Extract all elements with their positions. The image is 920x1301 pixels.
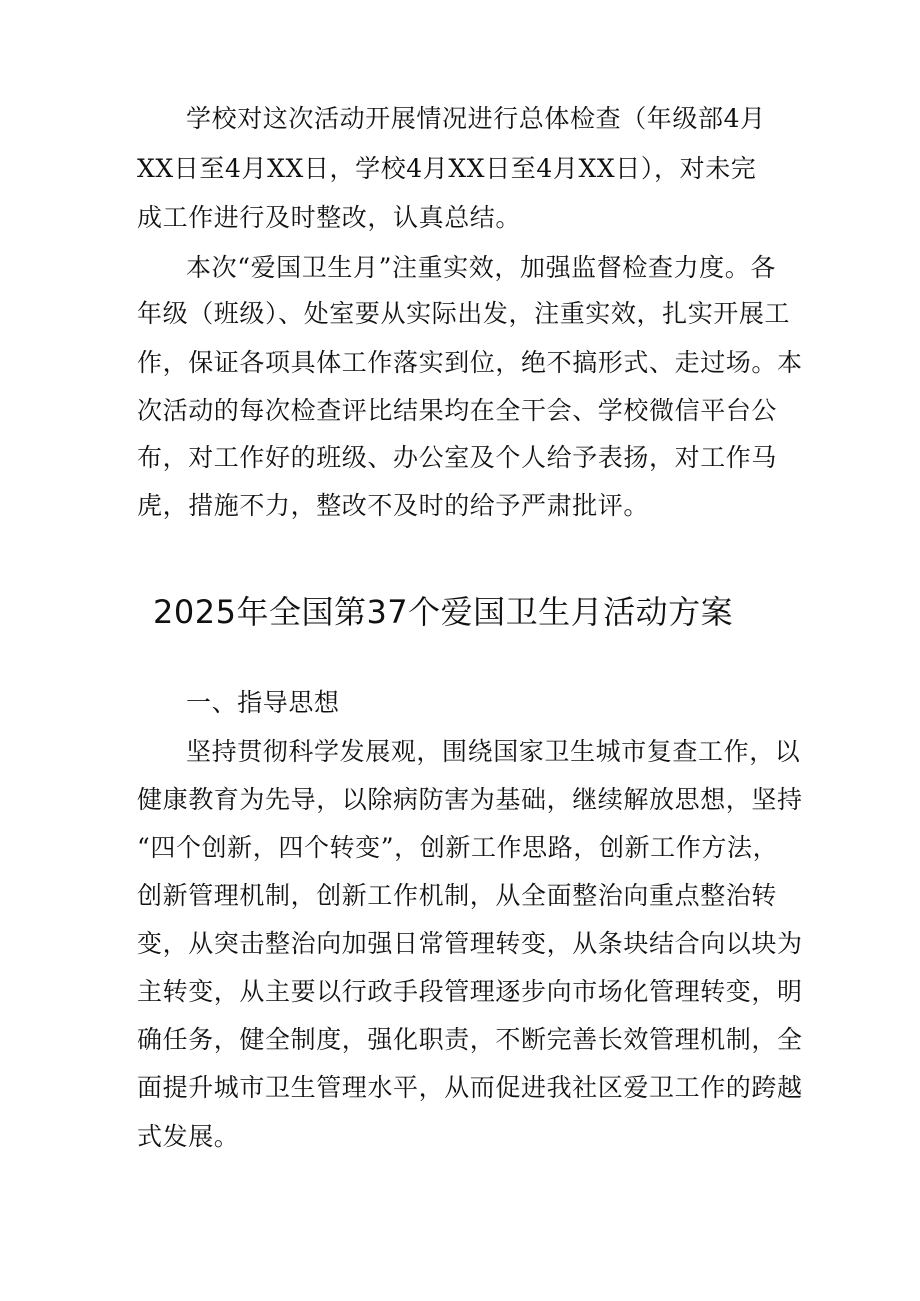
paragraph-line: 确任务，健全制度，强化职责，不断完善长效管理机制，全 <box>137 1025 803 1054</box>
section-heading: 一、指导思想 <box>186 688 340 717</box>
paragraph-line: 创新管理机制，创新工作机制，从全面整治向重点整治转 <box>137 881 778 910</box>
paragraph-line: 年级（班级）、处室要从实际出发，注重实效，扎实开展工 <box>137 299 791 328</box>
paragraph-line: 学校对这次活动开展情况进行总体检查（年级部4月 <box>186 104 766 133</box>
paragraph-line: 作，保证各项具体工作落实到位，绝不搞形式、走过场。本 <box>137 348 803 377</box>
paragraph-line: 虎，措施不力，整改不及时的给予严肃批评。 <box>137 491 650 520</box>
paragraph-line: 健康教育为先导，以除病防害为基础，继续解放思想，坚持 <box>137 785 803 814</box>
paragraph-line: 布，对工作好的班级、办公室及个人给予表扬，对工作马 <box>137 443 778 472</box>
paragraph-line: 次活动的每次检查评比结果均在全干会、学校微信平台公 <box>137 396 778 425</box>
paragraph-line: 本次“爱国卫生月”注重实效，加强监督检查力度。各 <box>186 253 776 282</box>
document-title: 2025年全国第37个爱国卫生月活动方案 <box>153 593 734 631</box>
paragraph-line: 坚持贯彻科学发展观，围绕国家卫生城市复查工作，以 <box>186 737 801 766</box>
paragraph-line: 变，从突击整治向加强日常管理转变，从条块结合向以块为 <box>137 929 803 958</box>
paragraph-line: XX日至4月XX日，学校4月XX日至4月XX日），对未完 <box>137 154 757 183</box>
paragraph-line: 主转变，从主要以行政手段管理逐步向市场化管理转变，明 <box>137 977 803 1006</box>
paragraph-line: 面提升城市卫生管理水平，从而促进我社区爱卫工作的跨越 <box>137 1073 803 1102</box>
paragraph-line: 式发展。 <box>137 1122 240 1151</box>
paragraph-line: 成工作进行及时整改，认真总结。 <box>137 203 522 232</box>
paragraph-line: “四个创新，四个转变”，创新工作思路，创新工作方法， <box>137 833 779 862</box>
